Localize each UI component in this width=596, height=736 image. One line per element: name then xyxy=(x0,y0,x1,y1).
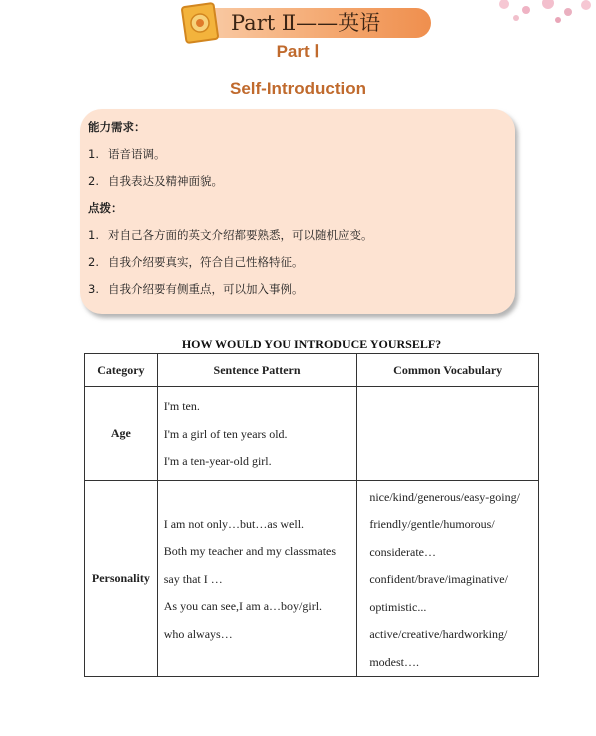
tips-label: 点拨： xyxy=(88,201,123,215)
pattern-line: who always… xyxy=(163,626,233,641)
vocabulary-line: active/creative/hardworking/ xyxy=(369,627,508,641)
item-number: 2. xyxy=(88,255,99,269)
pattern-line: I'm ten. xyxy=(163,399,200,413)
pattern-line: say that I … xyxy=(163,571,223,586)
ability-item xyxy=(88,146,166,162)
part-heading: Part Ⅰ xyxy=(276,42,320,61)
cherry-blossom-decoration xyxy=(486,0,596,26)
item-text: 自我介绍要真实，符合自己性格特征。 xyxy=(108,255,304,269)
item-number: 1. xyxy=(88,147,99,161)
vocabulary-cell xyxy=(357,480,539,677)
ability-label: 能力需求： xyxy=(88,120,146,134)
vocabulary-line: modest…. xyxy=(369,654,420,669)
vocabulary-line: nice/kind/generous/easy-going/ xyxy=(369,489,520,504)
tip-item xyxy=(88,281,304,297)
vocabulary-line: friendly/gentle/humorous/ xyxy=(369,517,495,531)
table-caption: HOW WOULD YOU INTRODUCE YOURSELF? xyxy=(181,337,442,351)
ability-item xyxy=(88,173,223,189)
vocabulary-line: optimistic... xyxy=(369,599,427,614)
tip-item xyxy=(88,254,304,270)
item-number: 3. xyxy=(88,282,99,296)
tip-item xyxy=(88,227,373,243)
section-banner xyxy=(183,4,435,40)
column-header: Category xyxy=(85,354,158,387)
section-heading: Self-Introduction xyxy=(230,79,366,98)
item-text: 自我表达及精神面貌。 xyxy=(108,174,223,188)
category-cell: Age xyxy=(85,387,158,481)
pattern-cell xyxy=(157,387,357,481)
vocabulary-cell xyxy=(357,387,539,481)
column-header: Sentence Pattern xyxy=(157,354,357,387)
pattern-cell xyxy=(157,480,357,677)
column-header: Common Vocabulary xyxy=(357,354,539,387)
pattern-line: I'm a ten-year-old girl. xyxy=(163,454,272,468)
banner-title: Part Ⅱ——英语 xyxy=(231,11,381,35)
vocabulary-line: considerate… xyxy=(369,544,436,559)
pattern-line: As you can see,I am a…boy/girl. xyxy=(163,599,323,613)
item-text: 语音语调。 xyxy=(108,147,166,161)
vocabulary-line: confident/brave/imaginative/ xyxy=(369,572,508,586)
item-number: 1. xyxy=(88,228,99,242)
requirements-callout xyxy=(80,109,515,314)
badge-icon xyxy=(181,2,220,44)
pattern-line: Both my teacher and my classmates xyxy=(163,544,337,558)
pattern-line: I am not only…but…as well. xyxy=(163,516,305,531)
item-text: 对自己各方面的英文介绍都要熟悉，可以随机应变。 xyxy=(108,228,373,242)
category-cell: Personality xyxy=(85,480,158,677)
item-number: 2. xyxy=(88,174,99,188)
table-row xyxy=(85,387,539,481)
pattern-line: I'm a girl of ten years old. xyxy=(163,426,288,441)
introduction-table xyxy=(84,353,539,677)
item-text: 自我介绍要有侧重点，可以加入事例。 xyxy=(108,282,304,296)
table-header-row xyxy=(85,354,539,387)
table-row xyxy=(85,480,539,677)
